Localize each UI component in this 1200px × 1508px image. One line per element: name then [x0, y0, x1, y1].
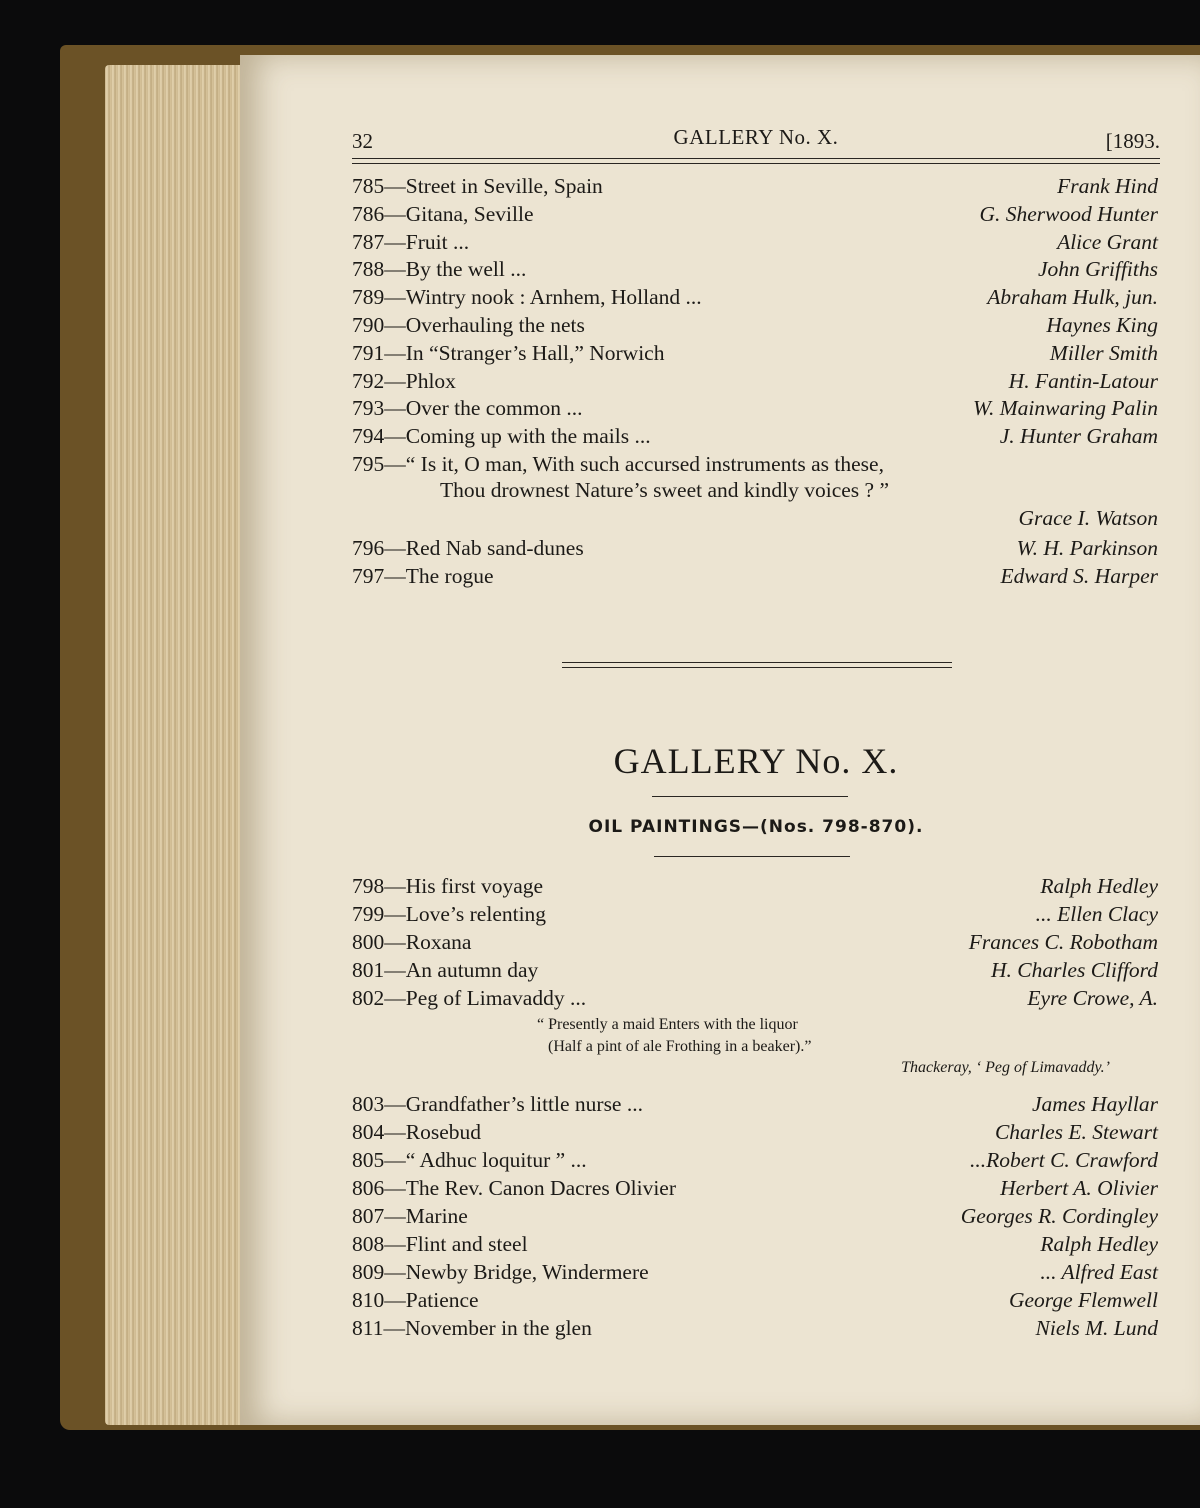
gallery-heading: GALLERY No. X. — [613, 741, 899, 781]
entry-artist: W. H. Parkinson — [1013, 534, 1158, 562]
entry-dash: — — [384, 174, 406, 198]
entry-title: Overhauling the nets — [405, 313, 585, 337]
entry-artist: W. Mainwaring Palin — [969, 394, 1158, 422]
catalogue-entry — [352, 1202, 1158, 1230]
entry-number: 806 — [352, 1176, 385, 1200]
entry-number: 791 — [352, 340, 385, 365]
entry-795-artist: Grace I. Watson — [1018, 506, 1158, 530]
entry-title: Newby Bridge, Windermere — [405, 1260, 649, 1284]
entry-title: Phlox — [405, 368, 456, 393]
entry-795-line-2: Thou drownest Nature’s sweet and kindly voices ? ” — [440, 478, 889, 502]
entry-dash: — — [384, 340, 406, 365]
entry-dash: — — [384, 424, 406, 449]
entry-title: Street in Seville, Spain — [405, 174, 603, 198]
entry-artist: Eyre Crowe, A. — [1023, 984, 1158, 1012]
entry-title: Love’s relenting — [405, 902, 547, 926]
entry-dash: — — [384, 958, 406, 982]
entry-title: By the well ... — [405, 257, 527, 282]
entry-number: 810 — [352, 1288, 385, 1312]
catalogue-entry — [352, 450, 1158, 478]
entry-title: Grandfather’s little nurse ... — [405, 1092, 643, 1116]
entry-number: 797 — [352, 564, 385, 588]
entry-title: Gitana, Seville — [405, 201, 534, 226]
entry-number: 803 — [352, 1092, 385, 1116]
entry-artist: Haynes King — [1042, 311, 1158, 339]
entry-artist: Ralph Hedley — [1036, 872, 1158, 900]
entry-title: Rosebud — [405, 1120, 481, 1144]
book-page-edges — [105, 65, 250, 1425]
entry-number: 788 — [352, 257, 385, 282]
entry-artist: ...Robert C. Crawford — [966, 1146, 1158, 1174]
entry-number: 798 — [352, 874, 385, 898]
entry-artist: Edward S. Harper — [997, 562, 1158, 590]
entry-number: 811 — [352, 1316, 384, 1340]
entry-dash: — — [384, 1288, 406, 1312]
entry-number: 808 — [352, 1232, 385, 1256]
catalogue-entry — [352, 283, 1158, 311]
entry-artist: John Griffiths — [1034, 255, 1158, 283]
catalogue-entry — [352, 534, 1158, 562]
catalogue-entry — [352, 1146, 1158, 1174]
section-divider — [562, 662, 952, 668]
catalogue-entry — [352, 422, 1158, 450]
catalogue-entry — [352, 984, 1158, 1012]
quote-802-attribution: Thackeray, ‘ Peg of Limavaddy.’ — [901, 1059, 1110, 1076]
entry-title: November in the glen — [404, 1316, 592, 1340]
entry-dash: — — [384, 201, 406, 226]
entry-artist: George Flemwell — [1005, 1286, 1158, 1314]
entry-dash: — — [384, 1260, 406, 1284]
section-subheading: OIL PAINTINGS—(Nos. 798-870). — [588, 817, 924, 837]
entry-number: 800 — [352, 930, 385, 954]
entry-title: Wintry nook : Arnhem, Holland ... — [405, 285, 702, 310]
entry-dash: — — [384, 902, 406, 926]
catalogue-entry — [352, 928, 1158, 956]
running-year: [1893. — [1105, 129, 1160, 153]
entry-number: 789 — [352, 285, 385, 310]
entry-title: Red Nab sand-dunes — [405, 536, 584, 560]
header-rule — [352, 158, 1160, 164]
entry-dash: — — [384, 285, 406, 310]
entry-artist: Abraham Hulk, jun. — [983, 283, 1158, 311]
entry-795-line-1: 795—“ Is it, O man, With such accursed instruments as these, — [352, 452, 884, 476]
entry-title: The rogue — [405, 564, 494, 588]
entry-artist: Alice Grant — [1053, 228, 1158, 256]
entry-number: 785 — [352, 174, 385, 198]
running-title: GALLERY No. X. — [673, 125, 839, 149]
entry-dash: — — [384, 396, 406, 421]
catalogue-entry — [352, 1230, 1158, 1258]
entry-artist: Niels M. Lund — [1032, 1314, 1158, 1342]
catalogue-entry — [352, 562, 1158, 590]
entry-number: 804 — [352, 1120, 385, 1144]
entry-number: 792 — [352, 368, 385, 393]
catalogue-entry — [352, 1286, 1158, 1314]
entry-number: 799 — [352, 902, 385, 926]
entry-dash: — — [384, 1232, 406, 1256]
entry-number: 801 — [352, 958, 385, 982]
entry-dash: — — [384, 313, 406, 337]
entry-artist: Frank Hind — [1053, 172, 1158, 200]
entry-dash: — — [384, 257, 406, 282]
catalogue-entry — [352, 1314, 1158, 1342]
entry-artist: Frances C. Robotham — [965, 928, 1158, 956]
catalogue-entry — [352, 956, 1158, 984]
entry-artist: Ralph Hedley — [1036, 1230, 1158, 1258]
entry-title: Over the common ... — [405, 396, 583, 421]
catalogue-entry — [352, 311, 1158, 339]
entry-dash: — — [384, 368, 406, 393]
entry-dash: — — [384, 1148, 406, 1172]
entry-artist: James Hayllar — [1028, 1090, 1158, 1118]
entry-number: 787 — [352, 229, 385, 254]
quote-802-line-2: (Half a pint of ale Frothing in a beaker).” — [548, 1038, 812, 1055]
entry-title: The Rev. Canon Dacres Olivier — [405, 1176, 677, 1200]
catalogue-entry — [352, 394, 1158, 422]
entry-artist: Miller Smith — [1046, 339, 1158, 367]
entry-title: Coming up with the mails ... — [405, 424, 651, 449]
entry-number: 807 — [352, 1204, 385, 1228]
entry-number: 786 — [352, 201, 385, 226]
running-head — [352, 125, 1160, 155]
entry-title: Fruit ... — [405, 229, 470, 254]
catalogue-entry — [352, 228, 1158, 256]
entry-artist: J. Hunter Graham — [996, 422, 1158, 450]
catalogue-entry — [352, 1118, 1158, 1146]
catalogue-entry — [352, 255, 1158, 283]
entry-number: 790 — [352, 313, 385, 337]
entry-title: Roxana — [405, 930, 472, 954]
entry-artist: ... Alfred East — [1036, 1258, 1158, 1286]
catalogue-entry — [352, 872, 1158, 900]
entry-number: 809 — [352, 1260, 385, 1284]
entry-artist: H. Fantin-Latour — [1005, 367, 1158, 395]
entry-number: 796 — [352, 536, 385, 560]
entry-dash: — — [384, 986, 406, 1010]
catalogue-entry — [352, 200, 1158, 228]
entry-artist: Charles E. Stewart — [991, 1118, 1158, 1146]
catalogue-entry — [352, 367, 1158, 395]
catalogue-entry — [352, 172, 1158, 200]
subheading-underline — [654, 856, 850, 857]
entry-number: 805 — [352, 1148, 385, 1172]
catalogue-entry — [352, 339, 1158, 367]
entry-artist: Georges R. Cordingley — [957, 1202, 1158, 1230]
entry-artist: Herbert A. Olivier — [996, 1174, 1158, 1202]
entry-title: “ Adhuc loquitur ” ... — [405, 1148, 587, 1172]
entry-dash: — — [384, 536, 406, 560]
page-number: 32 — [352, 129, 373, 153]
entry-title: Peg of Limavaddy ... — [405, 986, 587, 1010]
entry-dash: — — [384, 1204, 406, 1228]
entry-title: An autumn day — [405, 958, 539, 982]
entry-title: Marine — [405, 1204, 468, 1228]
entry-dash: — — [384, 1176, 406, 1200]
entry-title: His first voyage — [405, 874, 544, 898]
entry-artist: H. Charles Clifford — [987, 956, 1158, 984]
catalogue-entry — [352, 1258, 1158, 1286]
catalogue-entry — [352, 1090, 1158, 1118]
entry-dash: — — [384, 229, 406, 254]
quote-802-line-1: “ Presently a maid Enters with the liquor — [537, 1016, 798, 1033]
entry-title: Patience — [405, 1288, 479, 1312]
entry-dash: — — [384, 564, 406, 588]
entry-artist: ... Ellen Clacy — [1032, 900, 1158, 928]
entry-dash: — — [383, 1316, 405, 1340]
entry-title: In “Stranger’s Hall,” Norwich — [405, 340, 665, 365]
catalogue-entry — [352, 900, 1158, 928]
entry-dash: — — [384, 1092, 406, 1116]
heading-underline — [652, 796, 848, 797]
entry-title: Flint and steel — [405, 1232, 528, 1256]
entry-number: 794 — [352, 424, 385, 449]
entry-dash: — — [384, 874, 406, 898]
catalogue-entry — [352, 1174, 1158, 1202]
entry-dash: — — [384, 930, 406, 954]
entry-dash: — — [384, 1120, 406, 1144]
entry-number: 793 — [352, 396, 385, 421]
entry-number: 802 — [352, 986, 385, 1010]
entry-artist: G. Sherwood Hunter — [975, 200, 1158, 228]
